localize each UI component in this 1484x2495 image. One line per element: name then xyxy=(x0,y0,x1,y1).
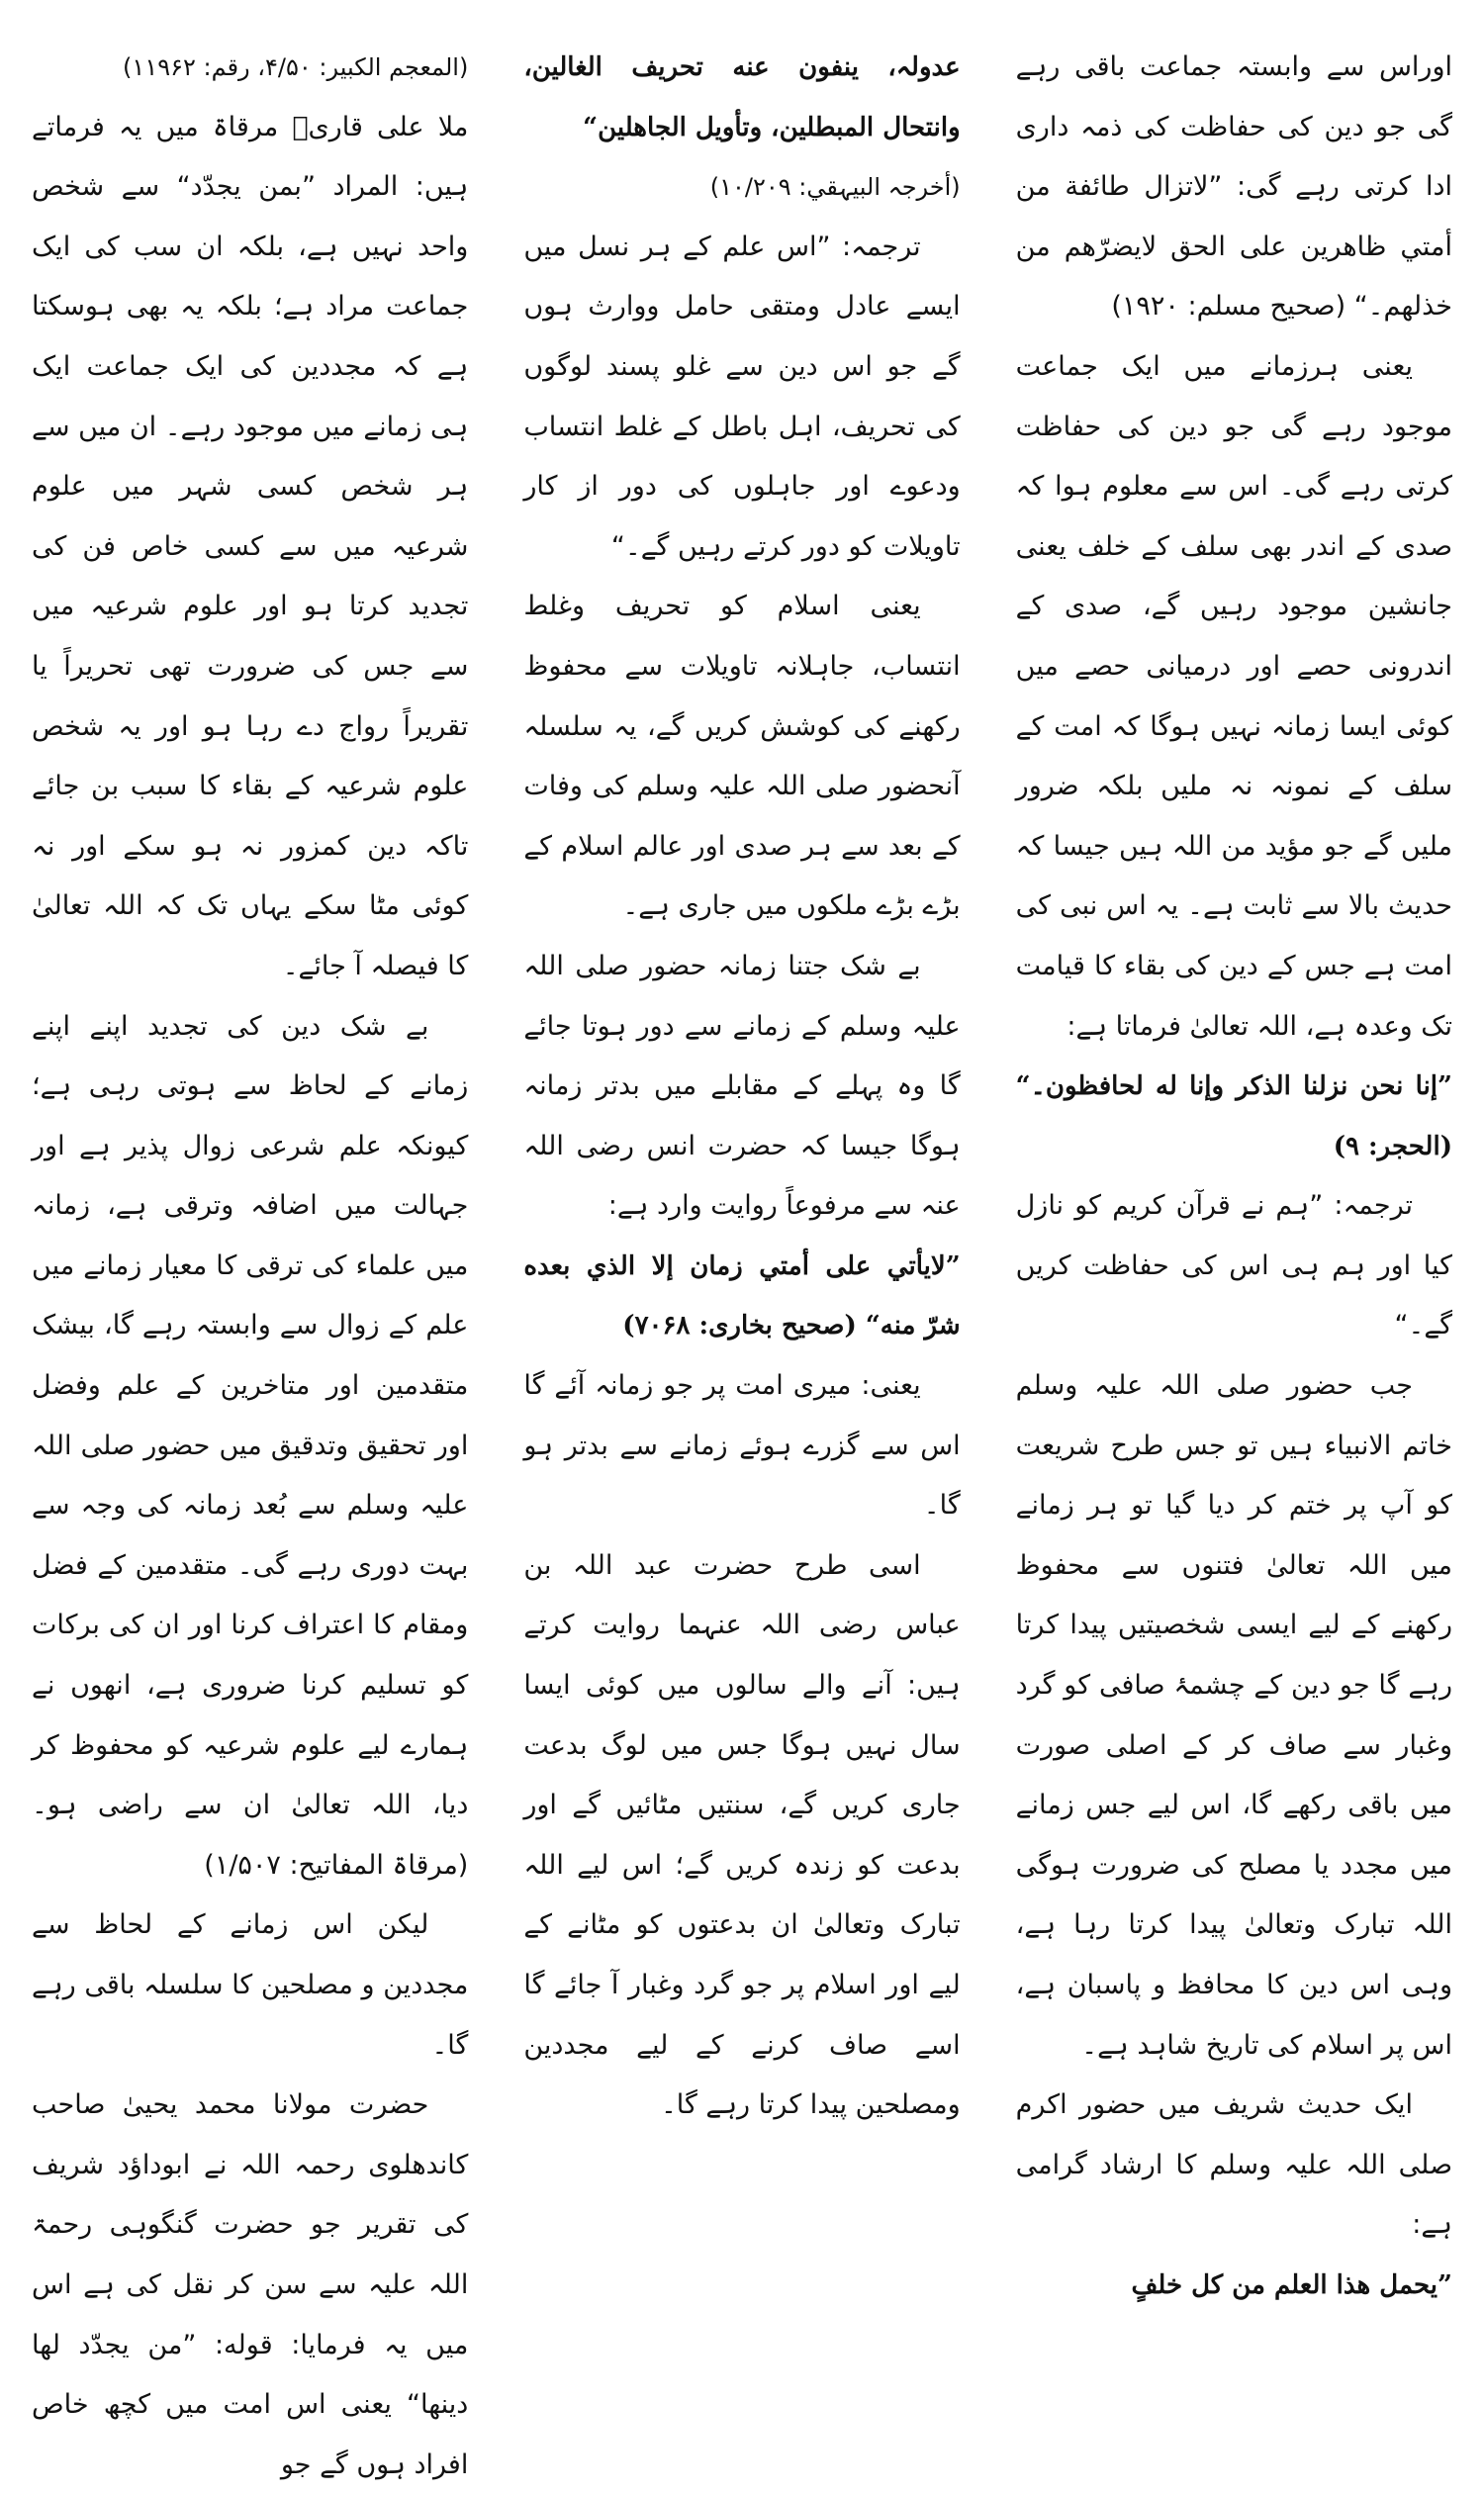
paragraph: (أخرجہ البیہقي: ۱۰/۲۰۹) xyxy=(709,173,961,202)
paragraph: ملا علی قاریؒ مرقاۃ میں یہ فرماتے ہیں: المراد ”بمن يجدّد“ سے شخص واحد نہیں ہے، بلکہ ان سب کی ایک جماعت مراد ہے؛ بلکہ یہ بھی ہوسکتا ہے کہ مجددین کی ایک جماعت ایک ہی زمانے میں موجود رہے۔ ان میں سے ہر شخص کسی شہر میں علوم شرعیہ میں سے کسی خاص فن کی تجدید کرتا ہو اور علوم شرعیہ میں سے جس کی ضرورت تھی تحریراً یا تقریراً رواج دے رہا ہو اور یہ شخص علوم شرعیہ کے بقاء کا سبب بن جائے تاکہ دین کمزور نہ ہو سکے اور نہ کوئی مٹا سکے یہاں تک کہ اللہ تعالیٰ کا فیصلہ آ جائے۔ xyxy=(32,111,469,981)
paragraph: اسی طرح حضرت عبد اللہ بن عباس رضی اللہ عنہما روایت کرتے ہیں: آنے والے سالوں میں کوئی ایسا سال نہیں ہوگا جس میں لوگ بدعت جاری کریں گے، سنتیں مٹائیں گے اور بدعت کو زندہ کریں گے؛ اس لیے اللہ تبارک وتعالیٰ ان بدعتوں کو مٹانے کے لیے اور اسلام پر جو گرد وغبار آ جائے گا اسے صاف کرنے کے لیے مجددین ومصلحین پیدا کرتا رہے گا۔ xyxy=(523,1549,961,2121)
text-column-left xyxy=(32,38,469,2480)
paragraph: ”يحمل هذا العلم من كل خلفٍ xyxy=(1131,2269,1452,2300)
text-column-right xyxy=(1015,38,1452,2300)
paragraph: ”لايأتي على أمتي زمان إلا الذي بعده شرّ منه“ (صحیح بخاری: ۷۰۶۸) xyxy=(523,1250,961,1341)
paragraph: بے شک دین کی تجدید اپنے اپنے زمانے کے لحاظ سے ہوتی رہی ہے؛ کیونکہ علم شرعی زوال پذیر ہے اور جہالت میں اضافہ وترقی ہے، زمانہ میں علماء کی ترقی کا معیار زمانے میں علم کے زوال سے وابستہ رہے گا، بیشک متقدمین اور متاخرین کے علم وفضل اور تحقیق وتدقیق میں حضور صلی اللہ علیہ وسلم سے بُعد زمانہ کی وجہ سے بہت دوری رہے گی۔ متقدمین کے فضل ومقام کا اعتراف کرنا اور ان کی برکات کو تسلیم کرنا ضروری ہے، انھوں نے ہمارے لیے علوم شرعیہ کو محفوظ کر دیا، اللہ تعالیٰ ان سے راضی ہو۔ (مرقاۃ المفاتیح: ۱/۵۰۷) xyxy=(32,1010,469,1881)
paragraph: یعنی ہرزمانے میں ایک جماعت موجود رہے گی جو دین کی حفاظت کرتی رہے گی۔ اس سے معلوم ہوا کہ صدی کے اندر بھی سلف کے خلف یعنی جانشین موجود رہیں گے، صدی کے اندرونی حصے اور درمیانی حصے میں کوئی ایسا زمانہ نہیں ہوگا کہ امت کے سلف کے نمونہ نہ ملیں بلکہ ضرور ملیں گے جو مؤید من اللہ ہیں جیسا کہ حدیث بالا سے ثابت ہے۔ یہ اس نبی کی امت ہے جس کے دین کی بقاء کا قیامت تک وعدہ ہے، اللہ تعالیٰ فرماتا ہے: xyxy=(1015,350,1452,1042)
paragraph: یعنی اسلام کو تحریف وغلط انتساب، جاہلانہ تاویلات سے محفوظ رکھنے کی کوشش کریں گے، یہ سلسلہ آنحضور صلی اللہ علیہ وسلم کی وفات کے بعد سے ہر صدی اور عالم اسلام کے بڑے بڑے ملکوں میں جاری ہے۔ xyxy=(523,591,961,922)
paragraph: عدولہ، ينفون عنه تحريف الغالين، وانتحال المبطلين، وتأويل الجاهلين“ xyxy=(523,52,961,142)
paragraph: یعنی: میری امت پر جو زمانہ آئے گا اس سے گزرے ہوئے زمانے سے بدتر ہو گا۔ xyxy=(523,1370,961,1522)
paragraph: ترجمہ: ”ہم نے قرآن کریم کو نازل کیا اور ہم ہی اس کی حفاظت کریں گے۔“ xyxy=(1015,1190,1452,1341)
text-column-middle xyxy=(523,38,960,2147)
paragraph: (المعجم الکبیر: ۴/۵۰، رقم: ۱۱۹۶۲) xyxy=(123,53,469,81)
paragraph: لیکن اس زمانے کے لحاظ سے مجددین و مصلحین کا سلسلہ باقی رہے گا۔ xyxy=(32,1909,469,2061)
paragraph: جب حضور صلی اللہ علیہ وسلم خاتم الانبیاء ہیں تو جس طرح شریعت کو آپ پر ختم کر دیا گیا تو ہر زمانے میں اللہ تعالیٰ فتنوں سے محفوظ رکھنے کے لیے ایسی شخصیتیں پیدا کرتا رہے گا جو دین کے چشمۂ صافی کو گرد وغبار سے صاف کر کے اصلی صورت میں باقی رکھے گا، اس لیے جس زمانے میں مجدد یا مصلح کی ضرورت ہوگی اللہ تبارک وتعالیٰ پیدا کرتا رہا ہے، وہی اس دین کا محافظ و پاسبان ہے، اس پر اسلام کی تاریخ شاہد ہے۔ xyxy=(1015,1370,1452,2061)
paragraph: اوراس سے وابستہ جماعت باقی رہے گی جو دین کی حفاظت کی ذمہ داری ادا کرتی رہے گی: ”لاتزال طائفة من أمتي ظاهرين على الحق لايضرّهم من خذلهم۔“ (صحیح مسلم: ۱۹۲۰) xyxy=(1015,51,1452,323)
paragraph: ترجمہ: ”اس علم کے ہر نسل میں ایسے عادل ومتقی حامل ووارث ہوں گے جو اس دین سے غلو پسند لوگوں کی تحریف، اہل باطل کے غلط انتساب ودعوے اور جاہلوں کی دور از کار تاویلات کو دور کرتے رہیں گے۔“ xyxy=(523,231,961,562)
paragraph: ”إنا نحن نزلنا الذكر وإنا له لحافظون۔“ (الحجر: ۹) xyxy=(1015,1071,1452,1161)
paragraph: حضرت مولانا محمد یحییٰ صاحب کاندھلوی رحمہ اللہ نے ابوداؤد شریف کی تقریر جو حضرت گنگوہی رحمۃ اللہ علیہ سے سن کر نقل کی ہے اس میں یہ فرمایا: قوله: ”من يجدّد لها دينها“ یعنی اس امت میں کچھ خاص افراد ہوں گے جو xyxy=(32,2089,469,2480)
paragraph: ایک حدیث شریف میں حضور اکرم صلی اللہ علیہ وسلم کا ارشاد گرامی ہے: xyxy=(1015,2089,1452,2241)
paragraph: بے شک جتنا زمانہ حضور صلی اللہ علیہ وسلم کے زمانے سے دور ہوتا جائے گا وہ پہلے کے مقابلے میں بدتر زمانہ ہوگا جیسا کہ حضرت انس رضی اللہ عنہ سے مرفوعاً روایت وارد ہے: xyxy=(523,950,961,1222)
